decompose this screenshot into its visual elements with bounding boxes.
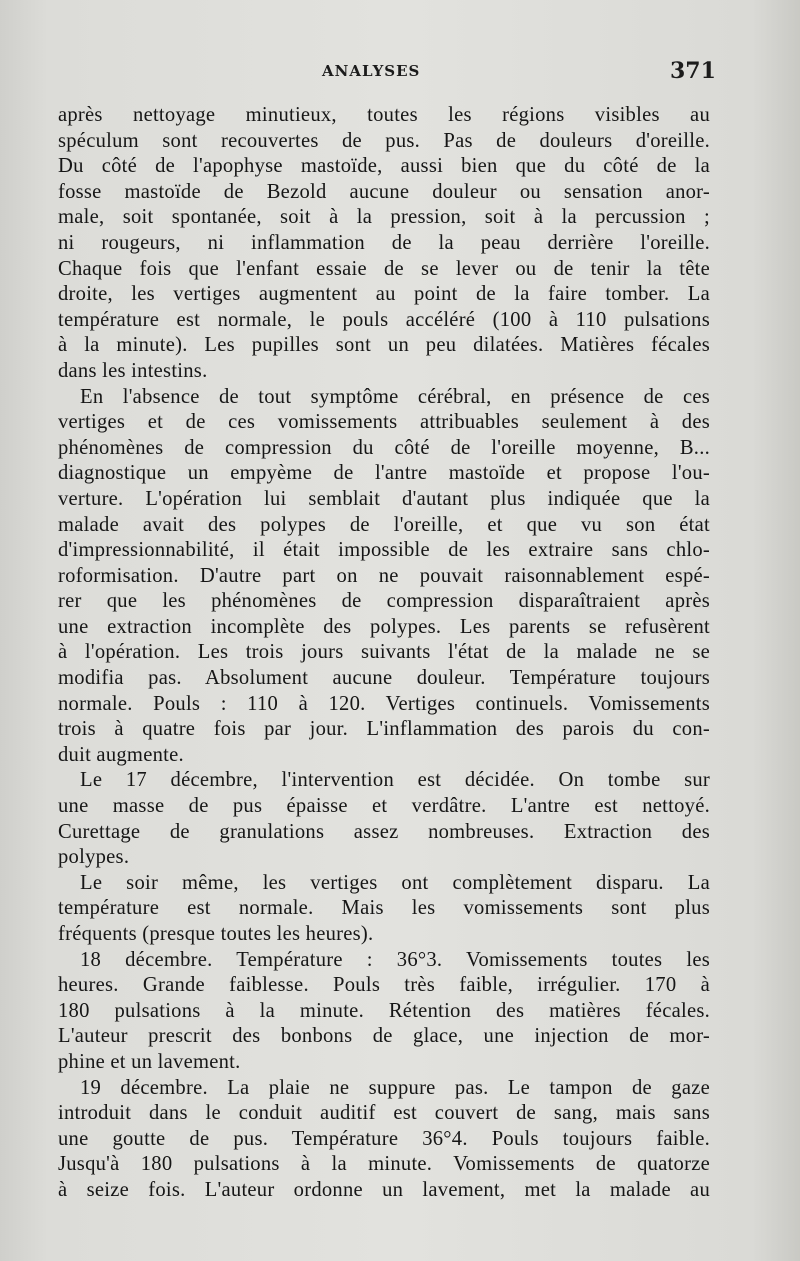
text-line: malade avait des polypes de l'oreille, et que vu son état [58, 513, 710, 536]
text-line: température est normale. Mais les vomissements sont plus [58, 897, 710, 920]
text-line: roformisation. D'autre part on ne pouvait raisonnablement espé- [58, 564, 710, 587]
page-header [0, 58, 800, 92]
text-line: spéculum sont recouvertes de pus. Pas de douleurs d'oreille. [58, 129, 710, 152]
text-line: diagnostique un empyème de l'antre mastoïde et propose l'ou- [58, 462, 710, 485]
text-line: une extraction incomplète des polypes. Les parents se refusèrent [58, 615, 710, 638]
text-line: verture. L'opération lui semblait d'autant plus indiquée que la [58, 487, 710, 510]
text-line: vertiges et de ces vomissements attribuables seulement à des [58, 411, 710, 434]
text-line: après nettoyage minutieux, toutes les régions visibles au [58, 104, 710, 126]
text-line: male, soit spontanée, soit à la pression, soit à la percussion ; [58, 206, 710, 229]
text-line: Le 17 décembre, l'intervention est décidée. On tombe sur [80, 769, 710, 792]
text-line: à l'opération. Les trois jours suivants l'état de la malade ne se [58, 641, 710, 664]
text-line: 180 pulsations à la minute. Rétention des matières fécales. [58, 999, 710, 1022]
text-line: heures. Grande faiblesse. Pouls très faible, irrégulier. 170 à [58, 974, 710, 997]
text-line: rer que les phénomènes de compression disparaîtraient après [58, 590, 710, 613]
text-line: modifia pas. Absolument aucune douleur. Température toujours [58, 667, 710, 690]
text-line: duit augmente. [58, 743, 184, 766]
text-line: polypes. [58, 846, 130, 869]
text-line: trois à quatre fois par jour. L'inflammation des parois du con- [58, 718, 710, 741]
paragraph [58, 103, 710, 385]
text-line: normale. Pouls : 110 à 120. Vertiges continuels. Vomissements [58, 692, 710, 715]
text-line: Curettage de granulations assez nombreuses. Extraction des [58, 820, 710, 843]
text-line: fosse mastoïde de Bezold aucune douleur ou sensation anor- [58, 180, 710, 203]
body-text [58, 103, 710, 1204]
text-line: d'impressionnabilité, il était impossible de les extraire sans chlo- [58, 539, 710, 562]
text-line: température est normale, le pouls accéléré (100 à 110 pulsations [58, 308, 710, 331]
text-line: Le soir même, les vertiges ont complètement disparu. La [80, 871, 710, 894]
text-line: phénomènes de compression du côté de l'oreille moyenne, B... [58, 436, 710, 459]
text-line: 19 décembre. La plaie ne suppure pas. Le tampon de gaze [80, 1076, 710, 1099]
text-line: Du côté de l'apophyse mastoïde, aussi bien que du côté de la [58, 155, 710, 178]
text-line: Chaque fois que l'enfant essaie de se lever ou de tenir la tête [58, 257, 710, 280]
paragraph [58, 768, 710, 870]
text-line: dans les intestins. [58, 359, 208, 382]
text-line: En l'absence de tout symptôme cérébral, en présence de ces [80, 385, 710, 408]
paragraph [58, 1076, 710, 1204]
text-line: L'auteur prescrit des bonbons de glace, une injection de mor- [58, 1025, 710, 1048]
text-line: phine et un lavement. [58, 1050, 241, 1073]
text-line: une masse de pus épaisse et verdâtre. L'antre est nettoyé. [58, 795, 710, 818]
paragraph [58, 385, 710, 769]
text-line: fréquents (presque toutes les heures). [58, 923, 374, 945]
text-line: droite, les vertiges augmentent au point de la faire tomber. La [58, 283, 710, 306]
page-number: 371 [670, 58, 716, 84]
text-line: à la minute). Les pupilles sont un peu dilatées. Matières fécales [58, 334, 710, 357]
running-head: ANALYSES [322, 62, 421, 80]
text-line: une goutte de pus. Température 36°4. Pouls toujours faible. [58, 1127, 710, 1150]
paragraph [58, 871, 710, 948]
text-line: Jusqu'à 180 pulsations à la minute. Vomissements de quatorze [58, 1153, 710, 1176]
text-line: 18 décembre. Température : 36°3. Vomissements toutes les [80, 948, 710, 971]
paragraph [58, 948, 710, 1076]
text-line: introduit dans le conduit auditif est couvert de sang, mais sans [58, 1102, 710, 1125]
text-line: ni rougeurs, ni inflammation de la peau derrière l'oreille. [58, 231, 710, 254]
text-line: à seize fois. L'auteur ordonne un lavement, met la malade au [58, 1178, 710, 1201]
